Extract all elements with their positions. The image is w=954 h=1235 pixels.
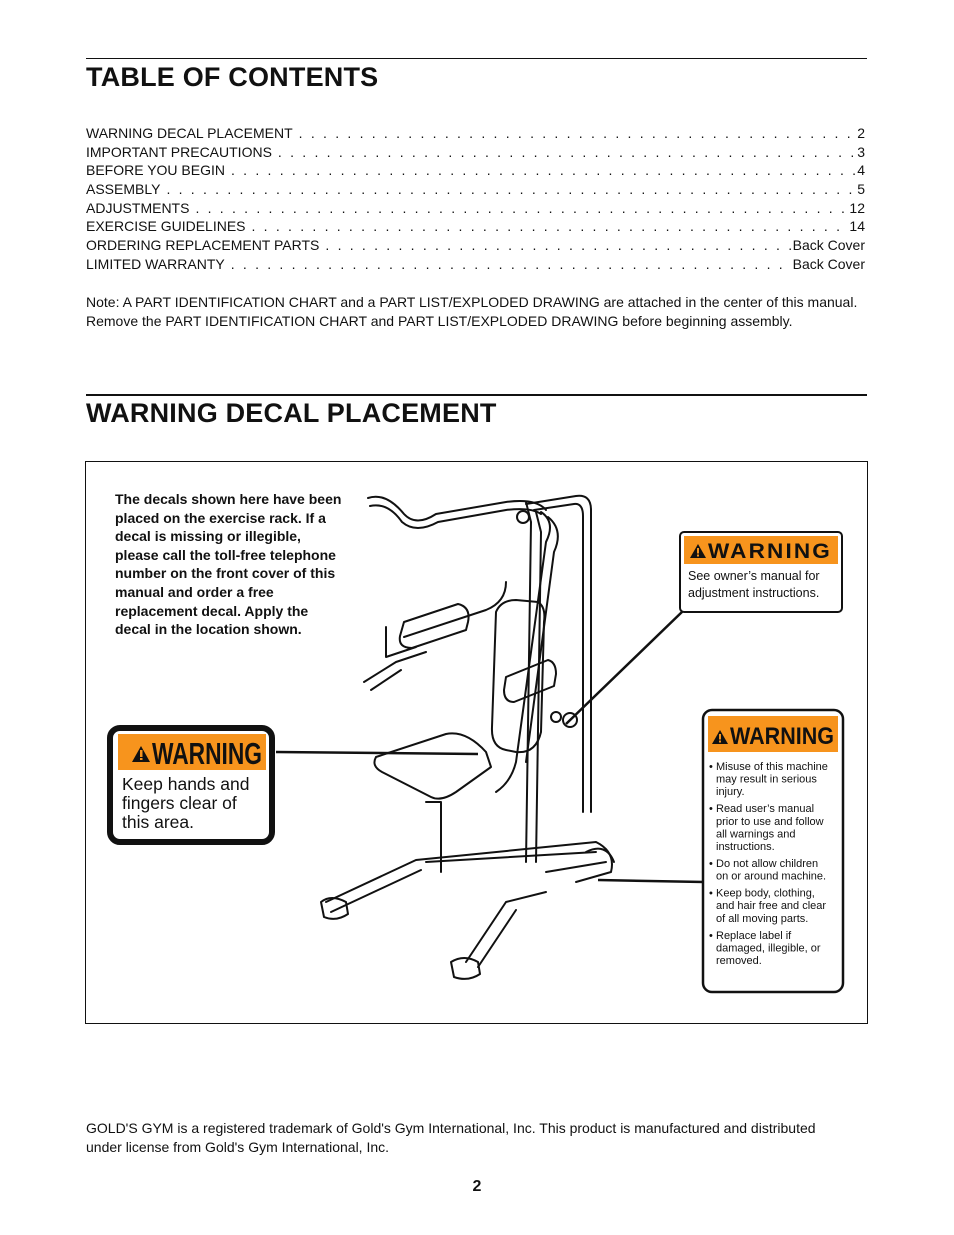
decal-left-header: WARNING [152, 736, 262, 771]
safety-bullet-line: Misuse of this machine [716, 761, 828, 773]
safety-bullet-line: prior to use and follow [716, 815, 824, 828]
safety-bullet-line: Keep body, clothing, [716, 887, 815, 900]
trademark-notice: GOLD'S GYM is a registered trademark of Gold's Gym International, Inc. This product is manufactured and distributed under license from Gold's Gym International, Inc. [86, 1120, 816, 1155]
safety-bullet-line: injury. [716, 786, 745, 799]
toc-entry[interactable]: LIMITED WARRANTY . . . Back Cover [86, 255, 865, 274]
bullet-icon: • [709, 887, 713, 900]
adjustment-warning-decal [680, 532, 842, 612]
decal-instructions: The decals shown here have been placed on the exercise rack. If a decal is missing or illegible, please call the toll-free telephone number on the front cover of this manual and order a free replacement decal. Apply the decal in the location shown. [115, 491, 342, 638]
toc-entry[interactable]: BEFORE YOU BEGIN . . . 4 [86, 161, 865, 180]
decal-left-line-2: fingers clear of [122, 793, 237, 813]
safety-bullet-line: Read user’s manual [716, 803, 815, 816]
toc-entry[interactable]: ADJUSTMENTS . . . 12 [86, 199, 865, 218]
decal-bottom-right-header: WARNING [730, 723, 834, 750]
toc-note: Note: A PART IDENTIFICATION CHART and a PART LIST/EXPLODED DRAWING are attached in the center of this manual. Remove the PART IDENTIFICATION CHART and PART LIST/EXPLODED DRAWING before beginning assembly. [86, 294, 858, 329]
safety-bullet-line: Do not allow children [716, 858, 819, 870]
toc-entry[interactable]: WARNING DECAL PLACEMENT . . . 2 [86, 124, 865, 143]
safety-warning-decal [703, 710, 843, 992]
decal-figure [85, 461, 868, 1024]
safety-bullet-line: and hair free and clear [716, 900, 827, 913]
bullet-icon: • [709, 929, 713, 942]
safety-bullet-line: Replace label if [716, 929, 792, 942]
top-rule [86, 58, 867, 59]
safety-bullet-line: all warnings and [716, 828, 796, 841]
decal-top-right-line-1: See owner’s manual for [688, 569, 820, 583]
exercise-rack-illustration [86, 462, 866, 1022]
bullet-icon: • [709, 803, 713, 816]
bullet-icon: • [709, 761, 713, 773]
safety-bullet-line: of all moving parts. [716, 912, 809, 925]
toc-list [86, 124, 865, 274]
decal-top-right-header: WARNING [708, 540, 832, 563]
toc-entry[interactable]: ASSEMBLY . . . 5 [86, 180, 865, 199]
decal-left-line-3: this area. [122, 812, 194, 832]
bullet-icon: • [709, 858, 713, 870]
safety-bullet-line: removed. [716, 955, 762, 967]
section-title: WARNING DECAL PLACEMENT [86, 398, 497, 428]
safety-bullet-line: may result in serious [716, 773, 817, 786]
toc-title: TABLE OF CONTENTS [86, 62, 379, 92]
section-rule [86, 394, 867, 396]
safety-bullet-line: damaged, illegible, or [716, 942, 821, 955]
toc-entry[interactable]: IMPORTANT PRECAUTIONS . . . 3 [86, 143, 865, 162]
safety-bullet-line: instructions. [716, 841, 775, 853]
decal-left-line-1: Keep hands and [122, 774, 250, 794]
page-number: 2 [472, 1178, 482, 1195]
toc-entry[interactable]: ORDERING REPLACEMENT PARTS . . . Back Cover [86, 236, 865, 255]
safety-bullet-line: on or around machine. [716, 870, 827, 883]
hands-clear-warning-decal [110, 728, 272, 842]
toc-entry[interactable]: EXERCISE GUIDELINES . . . 14 [86, 217, 865, 236]
decal-top-right-line-2: adjustment instructions. [688, 586, 820, 600]
